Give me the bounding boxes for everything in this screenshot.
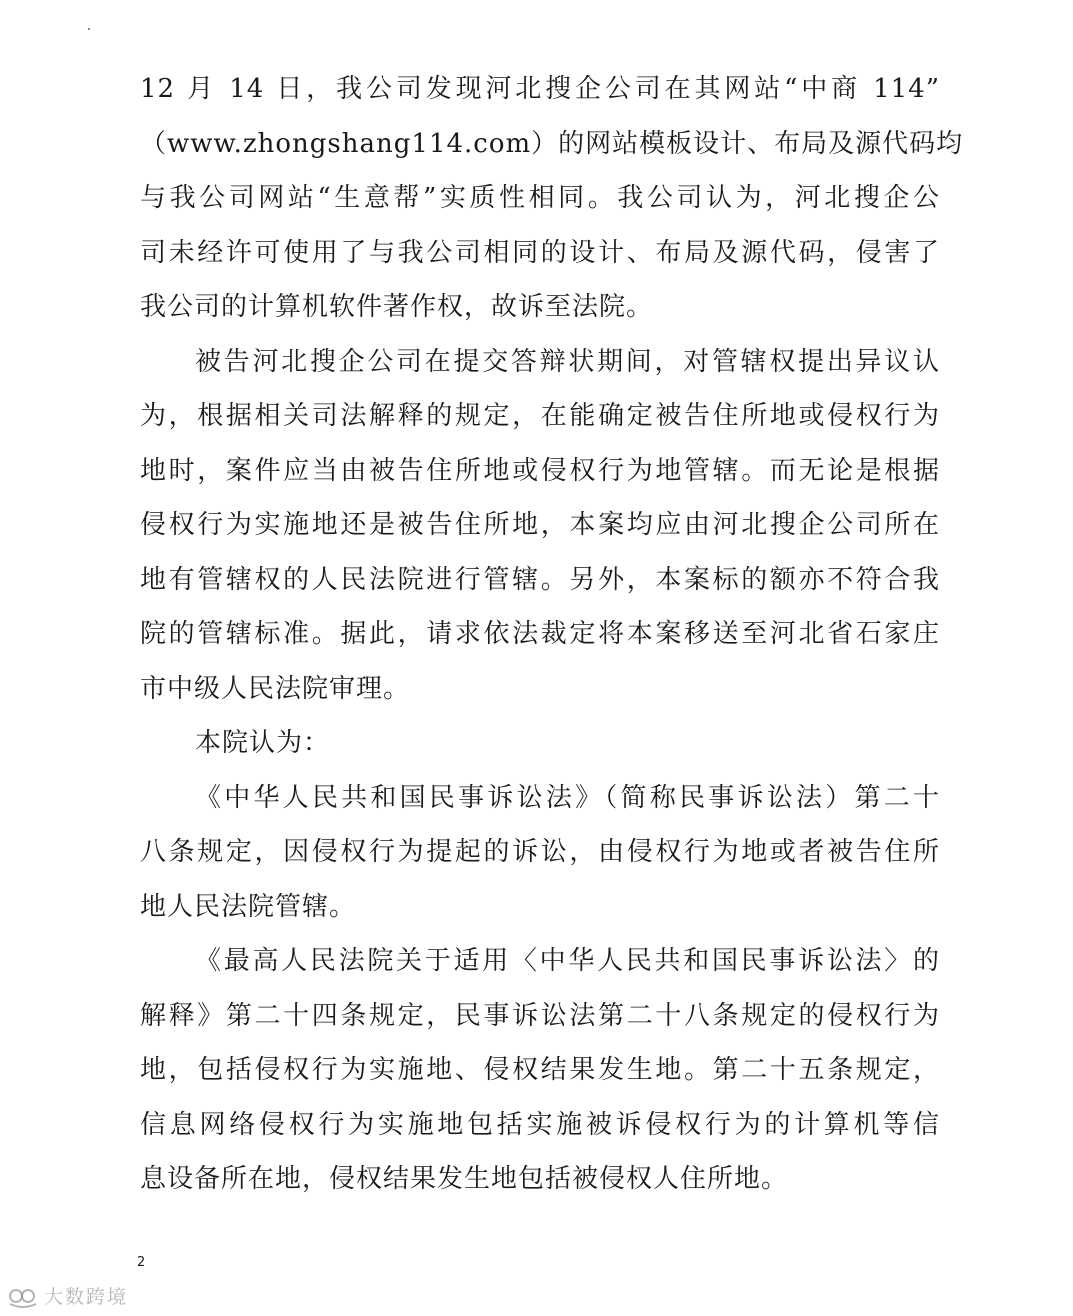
text-line: 院的管辖标准。据此，请求依法裁定将本案移送至河北省石家庄 [140, 619, 940, 649]
text-line: 《最高人民法院关于适用〈中华人民共和国民事诉讼法〉的 [195, 946, 940, 976]
text-line: 解释》第二十四条规定，民事诉讼法第二十八条规定的侵权行为 [140, 1000, 940, 1031]
text-line: 息设备所在地，侵权结果发生地包括被侵权人住所地。 [140, 1164, 789, 1194]
text-line: 地人民法院管辖。 [140, 891, 357, 922]
text-line: 我公司的计算机软件著作权，故诉至法院。 [140, 292, 654, 322]
text-line: 被告河北搜企公司在提交答辩状期间，对管辖权提出异议认 [195, 346, 940, 377]
page-number: 2 [137, 1255, 146, 1270]
text-line: 侵权行为实施地还是被告住所地，本案均应由河北搜企公司所在 [140, 510, 940, 540]
text-line: 信息网络侵权行为实施地包括实施被诉侵权行为的计算机等信 [140, 1109, 940, 1140]
text-line: 司未经许可使用了与我公司相同的设计、布局及源代码，侵害了 [140, 237, 940, 268]
watermark-text: 大数跨境 [44, 1286, 129, 1308]
text-line: 地有管辖权的人民法院进行管辖。另外，本案标的额亦不符合我 [140, 564, 940, 595]
text-line: 与我公司网站“生意帮”实质性相同。我公司认为，河北搜企公 [140, 183, 940, 213]
text-line: （www.zhongshang114.com）的网站模板设计、布局及源代码均 [140, 128, 964, 159]
text-line: 《中华人民共和国民事诉讼法》（简称民事诉讼法）第二十 [195, 782, 940, 813]
text-line: 地时，案件应当由被告住所地或侵权行为地管辖。而无论是根据 [140, 455, 940, 486]
text-line: 八条规定，因侵权行为提起的诉讼，由侵权行为地或者被告住所 [140, 837, 940, 867]
document-body [140, 62, 964, 1207]
scan-speck [88, 28, 90, 30]
text-line: 本院认为： [195, 728, 331, 758]
text-line: 地，包括侵权行为实施地、侵权结果发生地。第二十五条规定， [140, 1055, 940, 1085]
logo-icon [8, 1284, 38, 1308]
text-line: 市中级人民法院审理。 [140, 673, 411, 704]
text-line: 12 月 14 日，我公司发现河北搜企公司在其网站“中商 114” [140, 74, 940, 104]
watermark [8, 1282, 128, 1309]
text-line: 为，根据相关司法解释的规定，在能确定被告住所地或侵权行为 [140, 401, 940, 431]
